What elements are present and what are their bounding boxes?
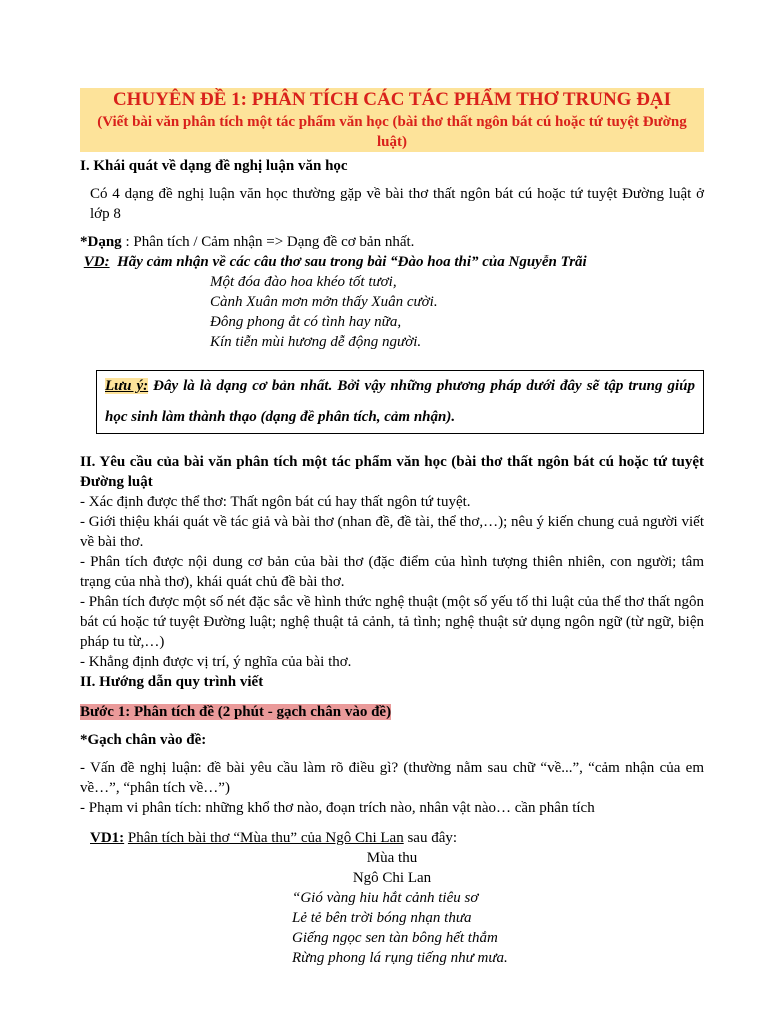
vd-label: VD: [83, 254, 110, 270]
step1-line [80, 702, 704, 722]
poem-mua-thu [80, 888, 704, 968]
note-lead: Lưu ý: [105, 378, 149, 394]
poem-line: Kín tiễn mùi hương dễ động người. [210, 334, 422, 350]
section3-item: - Phạm vi phân tích: những khổ thơ nào, đoạn trích nào, nhân vật nào… cần phân tích [80, 800, 595, 816]
section1-intro: Có 4 dạng đề nghị luận văn học thường gặp về bài thơ thất ngôn bát cú hoặc tứ tuyệt Đường luật ở lớp 8 [90, 186, 704, 222]
vd-text: Hãy cảm nhận về các câu thơ sau trong bài “Đào hoa thi” của Nguyễn Trãi [113, 254, 587, 270]
note-box [96, 370, 704, 434]
poem-line: Rừng phong lá rụng tiếng như mưa. [292, 950, 508, 966]
dang-line [80, 232, 704, 252]
poem-line: Lẻ tẻ bên trời bóng nhạn thưa [292, 910, 472, 926]
note-text: Đây là là dạng cơ bản nhất. Bởi vậy những phương pháp dưới đây sẽ tập trung giúp học sinh làm thành thạo (dạng đề phân tích, cảm nhận). [105, 378, 696, 425]
section2-item: - Phân tích được một số nét đặc sắc về hình thức nghệ thuật (một số yếu tố thi luật của thể thơ thất ngôn bát cú hoặc tứ tuyệt Đường luật; nghệ thuật tả cảnh, tả tình; nghệ thuật sử dụng ngôn ngữ (từ ngữ, biện pháp tu từ,…) [80, 594, 704, 650]
document-page [80, 88, 704, 968]
dang-text: : Phân tích / Cảm nhận => Dạng đề cơ bản nhất. [121, 234, 415, 250]
section3-item: - Vấn đề nghị luận: đề bài yêu cầu làm rõ điều gì? (thường nằm sau chữ “về...”, “cảm nhận của em về…”, “phân tích về…”) [80, 760, 704, 796]
poem-line: Đông phong ắt có tình hay nữa, [210, 314, 402, 330]
poem-line: Cành Xuân mơn mởn thấy Xuân cười. [210, 294, 438, 310]
section2-item: - Phân tích được nội dung cơ bản của bài thơ (đặc điểm của hình tượng thiên nhiên, con người; tâm trạng của nhà thơ), khái quát chủ đề bài thơ. [80, 554, 704, 590]
section2-heading: II. Yêu cầu của bài văn phân tích một tác phẩm văn học (bài thơ thất ngôn bát cú hoặc tứ tuyệt Đường luật [80, 454, 704, 490]
poem-line: Giếng ngọc sen tàn bông hết thắm [292, 930, 498, 946]
section2-item: - Giới thiệu khái quát về tác giả và bài thơ (nhan đề, đề tài, thể thơ,…); nêu ý kiến chung cuả người viết về bài thơ. [80, 514, 704, 550]
poem-line: Một đóa đào hoa khéo tốt tươi, [210, 274, 397, 290]
vd1-label: VD1: [90, 830, 125, 846]
gach-heading: *Gạch chân vào đề: [80, 732, 207, 748]
vd1-text: Phân tích bài thơ “Mùa thu” của Ngô Chi Lan [127, 830, 404, 846]
poem-title: Mùa thu [366, 850, 418, 866]
vd1-line [80, 828, 704, 848]
dang-label: *Dạng [80, 234, 122, 250]
step1-label: Bước 1: Phân tích đề (2 phút - gạch chân vào đề) [80, 704, 392, 720]
poem-dao-hoa [80, 272, 704, 352]
section1-heading: I. Khái quát về dạng đề nghị luận văn học [80, 158, 348, 174]
page-subtitle: (Viết bài văn phân tích một tác phẩm văn học (bài thơ thất ngôn bát cú hoặc tứ tuyệt Đường luật) [97, 114, 687, 150]
vd-line [80, 252, 704, 272]
section3-heading: II. Hướng dẫn quy trình viết [80, 674, 264, 690]
section2-item: - Xác định được thể thơ: Thất ngôn bát cú hay thất ngôn tứ tuyệt. [80, 494, 471, 510]
poem-author: Ngô Chi Lan [352, 870, 432, 886]
title-block [80, 88, 704, 152]
page-title: CHUYÊN ĐỀ 1: PHÂN TÍCH CÁC TÁC PHẨM THƠ TRUNG ĐẠI [112, 89, 672, 110]
poem-line: “Gió vàng hiu hắt cảnh tiêu sơ [292, 890, 479, 906]
section2-item: - Khẳng định được vị trí, ý nghĩa của bài thơ. [80, 654, 352, 670]
vd1-suffix: sau đây: [403, 830, 458, 846]
